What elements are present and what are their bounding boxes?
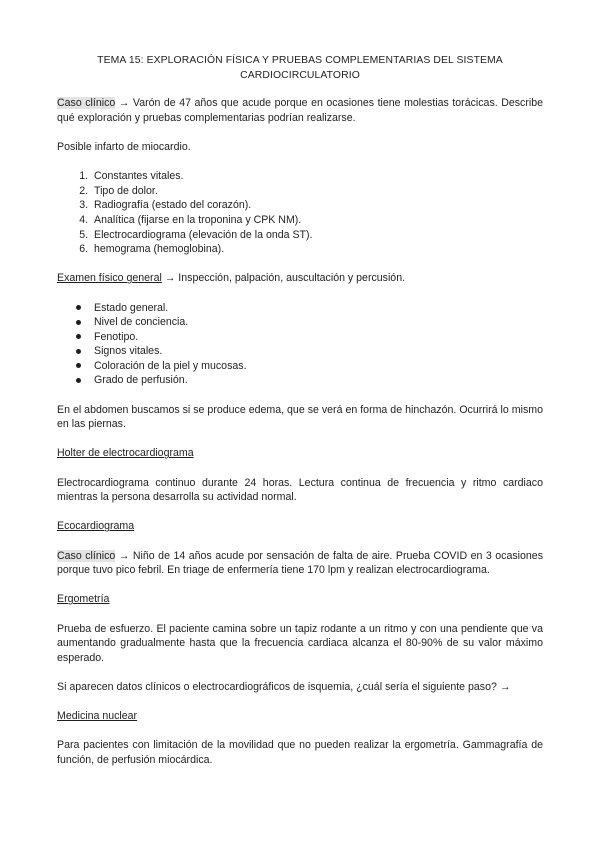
physical-exam-label: Examen físico general [57, 272, 162, 285]
case-2-arrow: → [115, 549, 133, 562]
holter-heading [57, 446, 543, 461]
bullet-item: Signos vitales. [91, 344, 543, 359]
numbered-item: 3. Radiografía (estado del corazón). [91, 198, 543, 213]
case-1-arrow: → [115, 97, 133, 110]
ergometry-paragraph: Prueba de esfuerzo. El paciente camina sobre un tapiz rodante a un ritmo y con una pendiente que va aumentando gradualmente hasta que la frecuencia cardiaca alcanza el 80-90% de su valor máximo esperado. [57, 622, 543, 664]
numbered-list [57, 169, 543, 257]
holter-heading-text: Holter de electrocardiograma [57, 447, 194, 460]
case-2-text: Niño de 14 años acude por sensación de falta de aire. Prueba COVID en 3 ocasiones porque tuvo pico febril. En triage de enfermería tiene 170 lpm y realizan electrocardiograma. [57, 549, 543, 577]
ergometry-heading-text: Ergometría [57, 593, 110, 606]
holter-paragraph: Electrocardiograma continuo durante 24 horas. Lectura continua de frecuencia y ritmo cardiaco mientras la persona desarrolla su actividad normal. [57, 476, 543, 504]
numbered-item: 5. Electrocardiograma (elevación de la onda ST). [91, 228, 543, 243]
ergometry-question: Si aparecen datos clínicos o electrocardiográficos de isquemia, ¿cuál sería el siguiente paso? → [57, 680, 511, 693]
bullet-item: Coloración de la piel y mucosas. [91, 359, 543, 374]
case-1-text: Varón de 47 años que acude porque en ocasiones tiene molestias torácicas. Describe qué exploración y pruebas complementarias podrían realizarse. [57, 97, 544, 124]
physical-exam-text: → Inspección, palpación, auscultación y percusión. [161, 272, 406, 285]
nuclear-heading [57, 709, 543, 724]
page-title [57, 54, 543, 83]
bullet-item: Nivel de conciencia. [91, 315, 543, 330]
abdomen-paragraph: En el abdomen buscamos si se produce edema, que se verá en forma de hinchazón. Ocurrirá lo mismo en las piernas. [57, 403, 543, 431]
bullet-item: Grado de perfusión. [91, 373, 543, 388]
physical-exam-paragraph [57, 271, 543, 286]
bullet-item: Estado general. [91, 301, 543, 316]
nuclear-paragraph: Para pacientes con limitación de la movilidad que no pueden realizar la ergometría. Gammagrafía de función, de perfusión miocárdica. [57, 739, 543, 766]
numbered-item: 2. Tipo de dolor. [91, 184, 543, 199]
case-2-label: Caso clínico [57, 549, 116, 562]
case-1-paragraph [57, 96, 543, 125]
title-line-1: TEMA 15: EXPLORACIÓN FÍSICA Y PRUEBAS COMPLEMENTARIAS DEL SISTEMA [97, 55, 503, 66]
echo-heading [57, 519, 543, 534]
numbered-item: 6. hemograma (hemoglobina). [91, 242, 543, 257]
ergometry-heading [57, 592, 543, 607]
diagnosis-text: Posible infarto de miocardio. [57, 140, 191, 153]
title-line-2: CARDIOCIRCULATORIO [240, 69, 360, 81]
numbered-item: 4. Analítica (fijarse en la troponina y CPK NM). [91, 213, 543, 228]
bullet-item: Fenotipo. [91, 330, 543, 345]
case-1-label: Caso clínico [57, 97, 116, 110]
numbered-item: 1. Constantes vitales. [91, 169, 543, 184]
bullet-list [57, 301, 543, 389]
echo-heading-text: Ecocardiograma [57, 520, 135, 533]
nuclear-heading-text: Medicina nuclear [57, 710, 138, 723]
case-2-paragraph [57, 549, 543, 578]
